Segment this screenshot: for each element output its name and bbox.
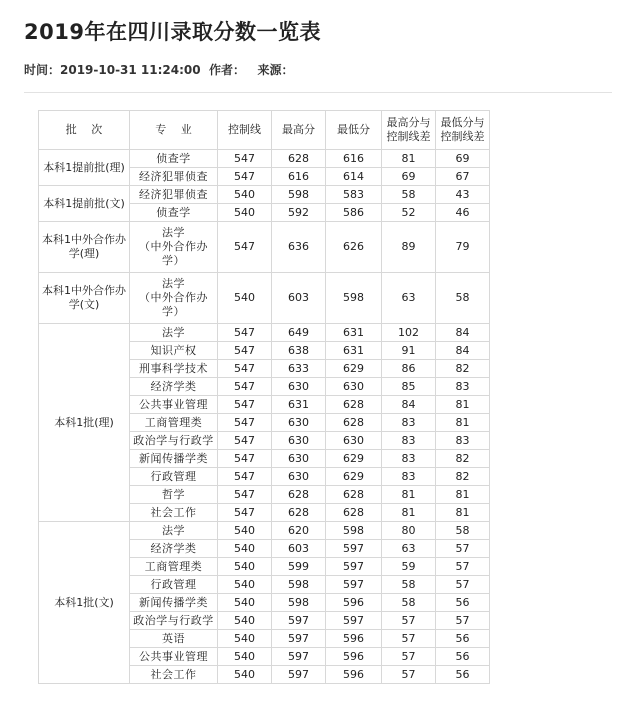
- control-line-cell: 547: [218, 222, 272, 273]
- major-cell: 经济学类: [130, 540, 218, 558]
- min-diff-cell: 79: [436, 222, 490, 273]
- control-line-cell: 547: [218, 324, 272, 342]
- max-score-cell: 603: [272, 540, 326, 558]
- control-line-cell: 540: [218, 648, 272, 666]
- max-diff-cell: 58: [382, 576, 436, 594]
- control-line-cell: 547: [218, 504, 272, 522]
- max-score-cell: 597: [272, 630, 326, 648]
- major-cell: 法学 （中外合作办 学）: [130, 273, 218, 324]
- column-header: 最高分与 控制线差: [382, 111, 436, 150]
- max-score-cell: 630: [272, 378, 326, 396]
- batch-cell: 本科1中外合作办 学(文): [39, 273, 130, 324]
- min-diff-cell: 57: [436, 612, 490, 630]
- min-score-cell: 631: [326, 324, 382, 342]
- control-line-cell: 540: [218, 630, 272, 648]
- control-line-cell: 547: [218, 450, 272, 468]
- max-score-cell: 603: [272, 273, 326, 324]
- max-score-cell: 630: [272, 468, 326, 486]
- min-diff-cell: 83: [436, 378, 490, 396]
- min-diff-cell: 57: [436, 540, 490, 558]
- min-diff-cell: 82: [436, 450, 490, 468]
- max-score-cell: 633: [272, 360, 326, 378]
- max-diff-cell: 81: [382, 150, 436, 168]
- major-cell: 侦查学: [130, 204, 218, 222]
- min-diff-cell: 84: [436, 342, 490, 360]
- control-line-cell: 547: [218, 342, 272, 360]
- major-cell: 公共事业管理: [130, 396, 218, 414]
- max-diff-cell: 59: [382, 558, 436, 576]
- control-line-cell: 540: [218, 612, 272, 630]
- batch-cell: 本科1中外合作办 学(理): [39, 222, 130, 273]
- max-diff-cell: 91: [382, 342, 436, 360]
- batch-cell: 本科1提前批(文): [39, 186, 130, 222]
- control-line-cell: 540: [218, 594, 272, 612]
- min-score-cell: 596: [326, 666, 382, 684]
- min-diff-cell: 81: [436, 396, 490, 414]
- table-row: [39, 222, 490, 273]
- article-meta: 时间：2019-10-31 11:24:00 作者： 来源：: [24, 63, 294, 77]
- min-diff-cell: 81: [436, 414, 490, 432]
- min-diff-cell: 58: [436, 522, 490, 540]
- min-diff-cell: 67: [436, 168, 490, 186]
- max-score-cell: 628: [272, 504, 326, 522]
- min-score-cell: 629: [326, 450, 382, 468]
- max-diff-cell: 57: [382, 648, 436, 666]
- major-cell: 新闻传播学类: [130, 450, 218, 468]
- max-score-cell: 597: [272, 666, 326, 684]
- batch-cell: 本科1提前批(理): [39, 150, 130, 186]
- major-cell: 政治学与行政学: [130, 612, 218, 630]
- control-line-cell: 540: [218, 666, 272, 684]
- max-diff-cell: 83: [382, 468, 436, 486]
- control-line-cell: 540: [218, 186, 272, 204]
- control-line-cell: 547: [218, 150, 272, 168]
- major-cell: 工商管理类: [130, 558, 218, 576]
- major-cell: 知识产权: [130, 342, 218, 360]
- major-cell: 经济学类: [130, 378, 218, 396]
- min-score-cell: 596: [326, 648, 382, 666]
- max-score-cell: 628: [272, 150, 326, 168]
- max-diff-cell: 57: [382, 612, 436, 630]
- column-header: 控制线: [218, 111, 272, 150]
- max-diff-cell: 102: [382, 324, 436, 342]
- page-title: 2019年在四川录取分数一览表: [24, 20, 321, 44]
- max-score-cell: 631: [272, 396, 326, 414]
- major-cell: 法学 （中外合作办 学）: [130, 222, 218, 273]
- max-diff-cell: 83: [382, 432, 436, 450]
- major-cell: 刑事科学技术: [130, 360, 218, 378]
- min-score-cell: 597: [326, 558, 382, 576]
- max-diff-cell: 63: [382, 273, 436, 324]
- min-score-cell: 596: [326, 630, 382, 648]
- major-cell: 新闻传播学类: [130, 594, 218, 612]
- major-cell: 经济犯罪侦查: [130, 168, 218, 186]
- divider: [24, 92, 612, 93]
- control-line-cell: 547: [218, 378, 272, 396]
- max-diff-cell: 89: [382, 222, 436, 273]
- min-score-cell: 630: [326, 432, 382, 450]
- control-line-cell: 547: [218, 396, 272, 414]
- major-cell: 法学: [130, 324, 218, 342]
- batch-cell: 本科1批(文): [39, 522, 130, 684]
- min-diff-cell: 56: [436, 648, 490, 666]
- major-cell: 法学: [130, 522, 218, 540]
- major-cell: 工商管理类: [130, 414, 218, 432]
- min-score-cell: 596: [326, 594, 382, 612]
- min-diff-cell: 57: [436, 558, 490, 576]
- max-score-cell: 597: [272, 612, 326, 630]
- major-cell: 行政管理: [130, 576, 218, 594]
- admission-score-table: [38, 110, 490, 684]
- max-diff-cell: 86: [382, 360, 436, 378]
- control-line-cell: 540: [218, 522, 272, 540]
- min-diff-cell: 58: [436, 273, 490, 324]
- min-score-cell: 628: [326, 396, 382, 414]
- min-score-cell: 626: [326, 222, 382, 273]
- min-score-cell: 598: [326, 522, 382, 540]
- min-score-cell: 631: [326, 342, 382, 360]
- major-cell: 公共事业管理: [130, 648, 218, 666]
- max-diff-cell: 57: [382, 630, 436, 648]
- max-score-cell: 598: [272, 576, 326, 594]
- max-diff-cell: 83: [382, 414, 436, 432]
- max-score-cell: 636: [272, 222, 326, 273]
- min-diff-cell: 57: [436, 576, 490, 594]
- major-cell: 经济犯罪侦查: [130, 186, 218, 204]
- min-diff-cell: 46: [436, 204, 490, 222]
- min-score-cell: 597: [326, 612, 382, 630]
- max-score-cell: 598: [272, 594, 326, 612]
- column-header: 批 次: [39, 111, 130, 150]
- min-diff-cell: 56: [436, 630, 490, 648]
- max-diff-cell: 81: [382, 504, 436, 522]
- min-diff-cell: 56: [436, 666, 490, 684]
- min-diff-cell: 81: [436, 504, 490, 522]
- max-score-cell: 597: [272, 648, 326, 666]
- min-score-cell: 597: [326, 576, 382, 594]
- max-score-cell: 616: [272, 168, 326, 186]
- min-diff-cell: 56: [436, 594, 490, 612]
- major-cell: 社会工作: [130, 666, 218, 684]
- min-diff-cell: 82: [436, 360, 490, 378]
- control-line-cell: 547: [218, 432, 272, 450]
- min-diff-cell: 69: [436, 150, 490, 168]
- column-header: 最低分与 控制线差: [436, 111, 490, 150]
- control-line-cell: 547: [218, 468, 272, 486]
- min-diff-cell: 81: [436, 486, 490, 504]
- max-diff-cell: 84: [382, 396, 436, 414]
- batch-cell: 本科1批(理): [39, 324, 130, 522]
- max-score-cell: 638: [272, 342, 326, 360]
- min-score-cell: 616: [326, 150, 382, 168]
- max-diff-cell: 52: [382, 204, 436, 222]
- major-cell: 政治学与行政学: [130, 432, 218, 450]
- max-diff-cell: 58: [382, 594, 436, 612]
- major-cell: 行政管理: [130, 468, 218, 486]
- max-diff-cell: 81: [382, 486, 436, 504]
- table-row: [39, 522, 490, 540]
- column-header: 最高分: [272, 111, 326, 150]
- table-row: [39, 150, 490, 168]
- max-diff-cell: 63: [382, 540, 436, 558]
- min-score-cell: 597: [326, 540, 382, 558]
- min-score-cell: 629: [326, 360, 382, 378]
- min-score-cell: 628: [326, 486, 382, 504]
- min-score-cell: 629: [326, 468, 382, 486]
- control-line-cell: 547: [218, 360, 272, 378]
- max-diff-cell: 80: [382, 522, 436, 540]
- max-diff-cell: 85: [382, 378, 436, 396]
- max-score-cell: 630: [272, 414, 326, 432]
- min-score-cell: 628: [326, 504, 382, 522]
- min-diff-cell: 83: [436, 432, 490, 450]
- min-score-cell: 630: [326, 378, 382, 396]
- min-score-cell: 586: [326, 204, 382, 222]
- control-line-cell: 540: [218, 558, 272, 576]
- column-header: 专 业: [130, 111, 218, 150]
- max-score-cell: 628: [272, 486, 326, 504]
- control-line-cell: 547: [218, 168, 272, 186]
- control-line-cell: 540: [218, 204, 272, 222]
- min-score-cell: 614: [326, 168, 382, 186]
- max-score-cell: 630: [272, 432, 326, 450]
- min-score-cell: 598: [326, 273, 382, 324]
- table-row: [39, 186, 490, 204]
- major-cell: 侦查学: [130, 150, 218, 168]
- table-row: [39, 324, 490, 342]
- min-diff-cell: 43: [436, 186, 490, 204]
- max-score-cell: 620: [272, 522, 326, 540]
- control-line-cell: 540: [218, 540, 272, 558]
- min-diff-cell: 84: [436, 324, 490, 342]
- max-diff-cell: 57: [382, 666, 436, 684]
- control-line-cell: 547: [218, 414, 272, 432]
- max-diff-cell: 58: [382, 186, 436, 204]
- table-row: [39, 273, 490, 324]
- major-cell: 哲学: [130, 486, 218, 504]
- max-score-cell: 592: [272, 204, 326, 222]
- min-score-cell: 628: [326, 414, 382, 432]
- max-score-cell: 649: [272, 324, 326, 342]
- max-score-cell: 630: [272, 450, 326, 468]
- major-cell: 社会工作: [130, 504, 218, 522]
- control-line-cell: 540: [218, 273, 272, 324]
- max-diff-cell: 83: [382, 450, 436, 468]
- column-header: 最低分: [326, 111, 382, 150]
- control-line-cell: 540: [218, 576, 272, 594]
- table-header-row: [39, 111, 490, 150]
- major-cell: 英语: [130, 630, 218, 648]
- max-score-cell: 598: [272, 186, 326, 204]
- max-score-cell: 599: [272, 558, 326, 576]
- min-diff-cell: 82: [436, 468, 490, 486]
- min-score-cell: 583: [326, 186, 382, 204]
- max-diff-cell: 69: [382, 168, 436, 186]
- control-line-cell: 547: [218, 486, 272, 504]
